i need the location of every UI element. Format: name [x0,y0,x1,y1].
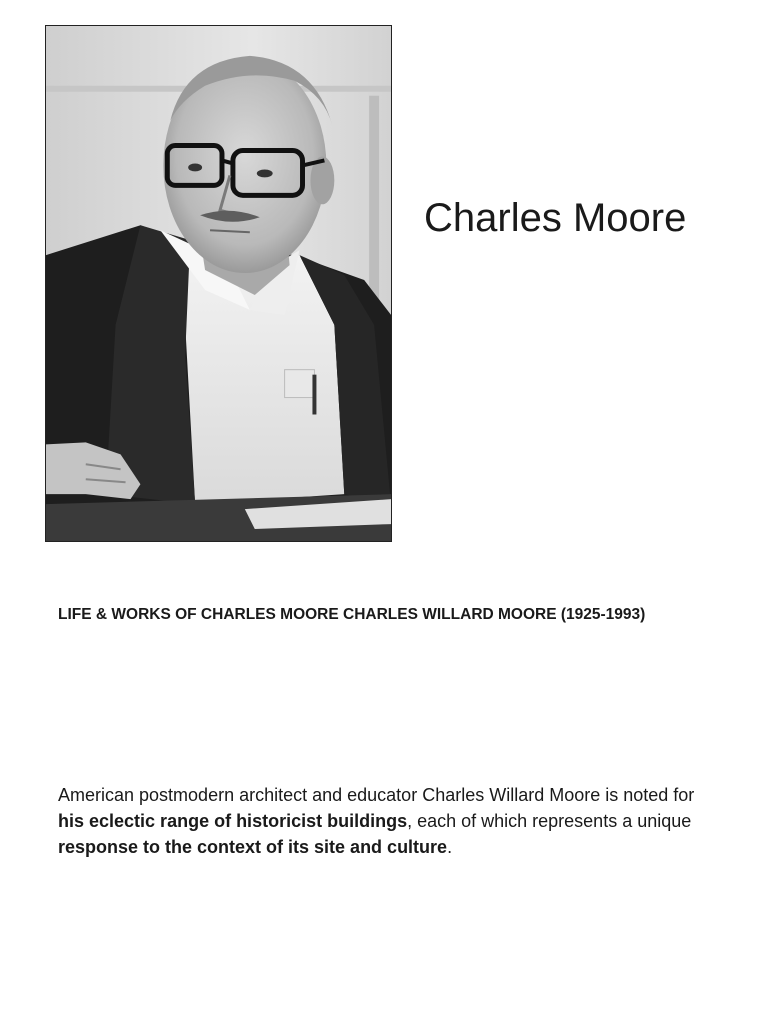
intro-text-1: American postmodern architect and educator Charles Willard Moore is noted for [58,785,695,805]
intro-text-3: . [447,837,453,857]
intro-bold-1: his eclectic range of historicist buildings [58,811,408,831]
portrait-photo [45,25,392,542]
intro-bold-2: response to the context of its site and culture [58,837,448,857]
intro-paragraph [58,782,718,860]
intro-text-2: , each of which represents a unique [407,811,692,831]
portrait-photo-illustration [46,26,391,541]
person-name-heading: Charles Moore [424,196,687,240]
life-and-works-heading: LIFE & WORKS OF CHARLES MOORE CHARLES WILLARD MOORE (1925-1993) [58,606,646,623]
